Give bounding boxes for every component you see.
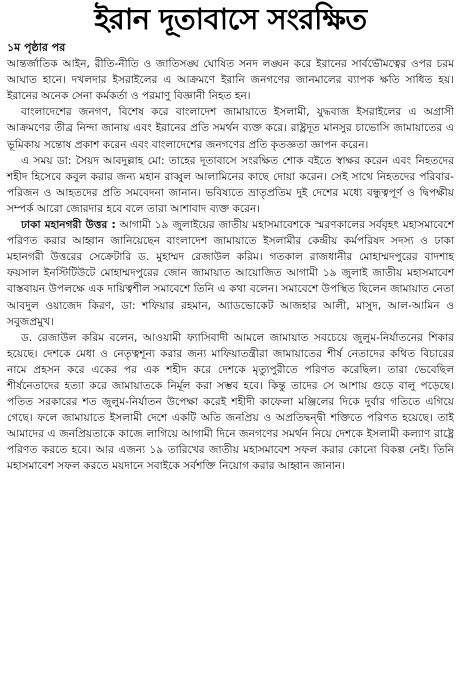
paragraph-4 xyxy=(7,217,454,330)
continuation-label: ১ম পৃষ্ঠার পর xyxy=(7,41,66,54)
paragraph-5: ড. রেজাউল করিম বলেন, আওয়ামী ফ্যাসিবাদী আমলে জামায়াত সবচেয়ে জুলুম-নির্যাতনের শিকার হয়েছে। দেশকে মেধা ও নেতৃত্বশূন্য করার জন্য মাফিয়াতন্ত্রীরা জামায়াতের শীর্ষ নেতাদের কথিত বিচারের নামে প্রহসন করে একের পর এক শহীদ করে দেশকে মৃত্যুপুরীতে পরিণত করেছিল। তারা ভেবেছিল শীর্ষনেতাদের হত্যা করে জামায়াতকে নির্মূল করা সম্ভব হবে। কিন্তু তাদের সে আশায় গুড়ে বালু পড়েছে। পতিত সরকারের শত জুলুম-নির্যাতন উপেক্ষা করেই শহীদী কাফেলা মঞ্জিলের দিকে দুর্বার গতিতে এগিয়ে গেছে। ফলে জামায়াতে ইসলামী দেশে একটি অতি জনপ্রিয় ও অপ্রতিদ্বন্দ্বী শক্তিতে পরিণত হয়েছে। তাই আমাদের এ জনপ্রিয়তাকে কাজে লাগিয়ে আগামী দিনে জনগণের সমর্থন নিয়ে দেশকে ইসলামী কল্যাণ রাষ্ট্রে পরিণত করতে হবে। আর এজন্য ১৯ তারিখের জাতীয় মহাসমাবেশ সফল করার কোনো বিকল্প নেই। তিনি মহাসমাবেশ সফল করতে ময়দানে সবাইকে সর্বশক্তি নিয়োগ করার আহ্বান জানান। xyxy=(7,331,454,473)
paragraph-2: বাংলাদেশের জনগণ, বিশেষ করে বাংলাদেশ জামায়াতে ইসলামী, যুদ্ধবাজ ইসরাইলের এ অগ্রাসী আক্রমণের তীব্র নিন্দা জানায় এবং ইরানের প্রতি সমর্থন ব্যক্ত করে। রাষ্ট্রদূত মানসুর চাভোসি জামায়াতের এ ভূমিকায় সন্তোষ প্রকাশ করেন এবং বাংলাদেশের জনগণের প্রতি কৃতজ্ঞতা জ্ঞাপন করেন। xyxy=(7,106,454,151)
article-body xyxy=(0,36,461,475)
dateline: ঢাকা মহানগরী উত্তর : xyxy=(21,219,116,232)
paragraph-3: এ সময় ডা: সৈয়দ আবদুল্লাহ মো: তাহের দূতাবাসে সংরক্ষিত শোক বইতে স্বাক্ষর করেন এবং নিহতদের শহীদ হিসেবে কবুল করার জন্য মহান রাব্বুল আলামিনের কাছে দোয়া করেন। সেই সাথে নিহতদের পরিবার-পরিজন ও আহতদের প্রতি সমবেদনা জানান। ভবিষ্যতে ভ্রাতৃপ্রতিম দুই দেশের মধ্যে বন্ধুত্বপূর্ণ ও দ্বিপক্ষীয় সম্পর্ক আরো জোরদার হবে বলে তারা আশাবাদ ব্যক্ত করেন। xyxy=(7,154,454,215)
headline: ইরান দূতাবাসে সংরক্ষিত xyxy=(94,2,367,36)
paragraph-4-text: আগামী ১৯ জুলাইয়ের জাতীয় মহাসমাবেশকে স্মরণকালের সর্ববৃহৎ মহাসমাবেশে পরিণত করার আহ্বান জানিয়েছেন বাংলাদেশ জামায়াতে ইসলামীর কেন্দ্রীয় কর্মপরিষদ সদস্য ও ঢাকা মহানগরী উত্তরের সেক্রেটারি ড. মুহাম্মদ রেজাউল করিম। গতকাল রাজধানীর মোহাম্মদপুরের বাদশাহ ফয়সাল ইনস্টিটিউটে মোহাম্মদপুরের জোন জামায়াত আয়োজিত আগামী ১৯ জুলাই জাতীয় মহাসমাবেশ বাস্তবায়ন উপলক্ষে এক দায়িত্বশীল সমাবেশে তিনি এ কথা বলেন। সমাবেশে উপস্থিত ছিলেন জামায়াত নেতা আবদুল ওয়াজেদ কিরণ, ডা: শফিয়ার রহমান, অ্যাডভোকেট আজহার আলী, মাসুদ, আল-আমিন ও সবুজপ্রমুখ। xyxy=(7,219,454,328)
paragraph-1: আন্তর্জাতিক আইন, রীতি-নীতি ও জাতিসঙ্ঘ ঘোষিত সনদ লঙ্ঘন করে ইরানের সার্বভৌমত্বের ওপর চরম আঘাত হানে। দখলদার ইসরাইলের এ আক্রমণে ইরানি জনগণের জানমালের ব্যাপক ক্ষতি সাধিত হয়। ইরানের অনেক সেনা কর্মকর্তা ও পরমাণু বিজ্ঞানী নিহত হন। xyxy=(7,58,454,103)
